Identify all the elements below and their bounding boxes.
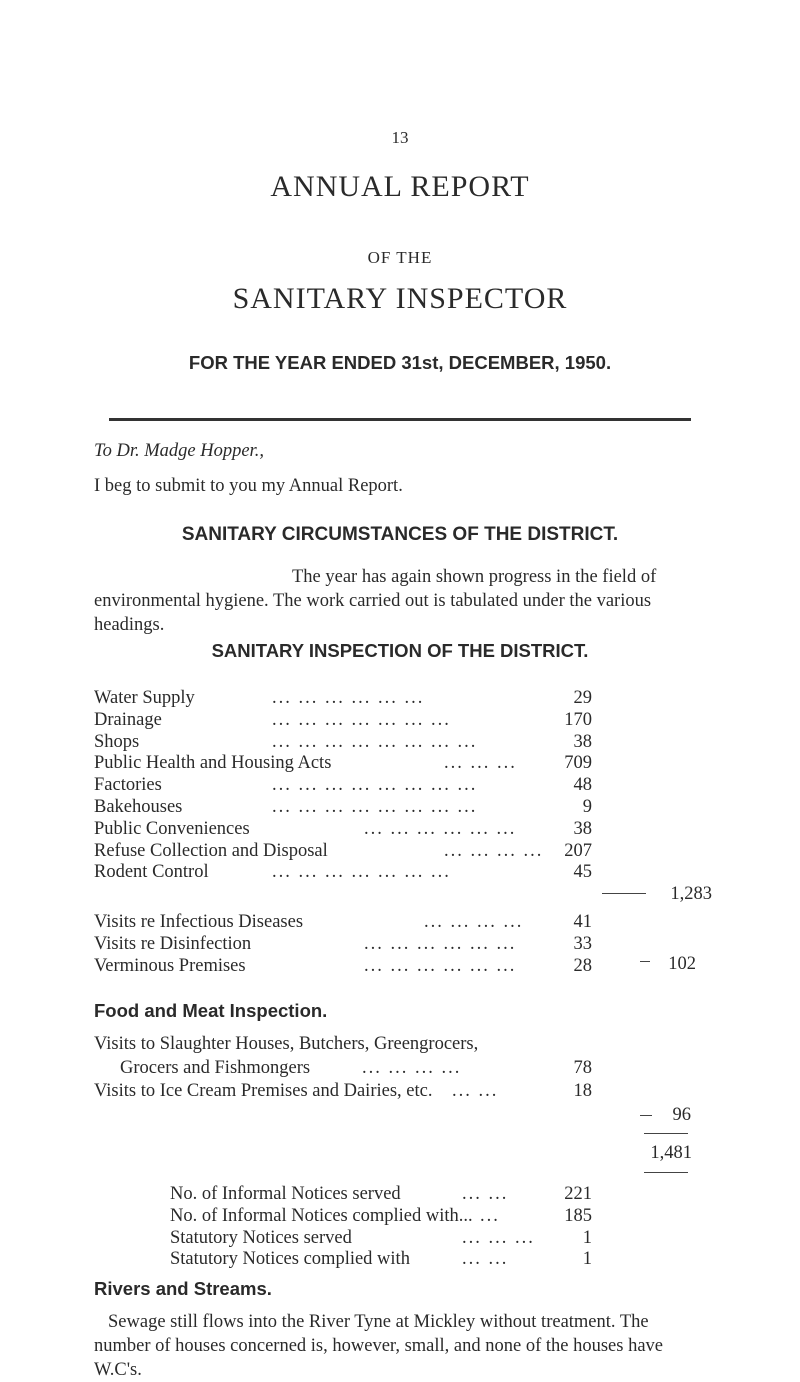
food-item-1-label: Visits to Slaughter Houses, Butchers, Greengrocers, [94, 1034, 479, 1054]
inspection-item-row [94, 710, 654, 732]
inspection-item-label: Factories [94, 775, 162, 796]
visit-item-label: Visits re Disinfection [94, 933, 252, 954]
notice-item-dots: ... ... ... [462, 1227, 535, 1248]
inspection-item-label: Shops [94, 731, 140, 752]
inspection-item-dots: ... ... ... ... ... ... [272, 688, 425, 708]
inspection-item-label: Rodent Control [94, 862, 209, 883]
notice-item-row [170, 1184, 730, 1206]
notice-item-label: Statutory Notices complied with [170, 1249, 410, 1270]
inspection-item-dots: ... ... ... ... ... ... ... [272, 709, 451, 730]
inspection-item-value: 29 [573, 688, 592, 708]
section-heading: SANITARY CIRCUMSTANCES OF THE DISTRICT. [181, 524, 619, 545]
inspection-subtotal: 1,283 [670, 884, 712, 904]
page-number: 13 [391, 128, 409, 147]
notice-item-dots: ... ... [462, 1249, 509, 1270]
notice-item-value: 221 [564, 1184, 592, 1204]
food-subtotal: 96 [672, 1105, 691, 1125]
notice-item-row [170, 1228, 730, 1250]
report-title-of-the: OF THE [367, 248, 433, 267]
visit-item-value: 33 [573, 933, 592, 954]
food-item-1-cont [94, 1058, 714, 1080]
intro-text: I beg to submit to you my Annual Report. [94, 476, 403, 496]
visit-item-value: 41 [573, 912, 592, 932]
grand-total: 1,481 [650, 1143, 692, 1163]
notice-item-dots: ... [480, 1205, 500, 1226]
report-title-inspector: SANITARY INSPECTOR [232, 282, 568, 315]
notice-item-label: Statutory Notices served [170, 1227, 352, 1248]
inspection-item-value: 45 [573, 862, 592, 883]
inspection-item-dots: ... ... ... ... ... ... ... ... [272, 731, 478, 752]
visit-item-row [94, 934, 654, 956]
inspection-item-row [94, 862, 654, 884]
food-item-1 [94, 1034, 714, 1056]
inspection-item-value: 9 [582, 797, 592, 817]
visits-subtotal: 102 [668, 954, 696, 974]
inspection-item-label: Water Supply [94, 688, 195, 708]
inspection-item-dots: ... ... ... ... [444, 840, 544, 861]
notice-item-row [170, 1206, 730, 1228]
inspection-item-dots: ... ... ... ... ... ... ... ... [272, 797, 478, 817]
food-item-2-label: Visits to Ice Cream Premises and Dairies, etc. [94, 1081, 433, 1101]
rivers-paragraph: Sewage still flows into the River Tyne at Mickley without treatment. The number of houses concerned is, however, small, and none of the houses have W.C's. [94, 1312, 664, 1380]
notice-item-value: 1 [582, 1227, 592, 1248]
inspection-item-row [94, 797, 654, 819]
food-item-2-dots: ... ... [452, 1081, 499, 1101]
visit-item-row [94, 912, 654, 934]
inspection-item-label: Drainage [94, 709, 162, 730]
inspection-item-label: Public Health and Housing Acts [94, 753, 332, 774]
salutation: To Dr. Madge Hopper., [94, 441, 264, 461]
report-title: ANNUAL REPORT [270, 170, 530, 203]
inspection-item-row [94, 753, 654, 775]
notice-item-label: No. of Informal Notices served [170, 1184, 401, 1204]
food-heading: Food and Meat Inspection. [94, 1000, 328, 1021]
food-item-1-dots: ... ... ... ... [362, 1058, 462, 1078]
food-item-1-label-cont: Grocers and Fishmongers [120, 1058, 311, 1078]
inspection-item-label: Bakehouses [94, 797, 183, 817]
visit-item-dots: ... ... ... ... ... ... [364, 955, 517, 976]
inspection-item-label: Public Conveniences [94, 818, 250, 839]
inspection-item-row [94, 688, 654, 710]
grand-total-rule-bottom [644, 1172, 688, 1173]
visit-item-value: 28 [573, 955, 592, 976]
inspection-item-dots: ... ... ... ... ... ... ... [272, 862, 451, 883]
section-paragraph: The year has again shown progress in the field of environmental hygiene. The work carried out is tabulated under the various headings. [94, 567, 657, 635]
visit-item-row [94, 956, 654, 978]
notice-item-value: 185 [564, 1205, 592, 1226]
grand-total-rule-top [644, 1133, 688, 1134]
inspection-heading: SANITARY INSPECTION OF THE DISTRICT. [211, 640, 589, 661]
inspection-item-dots: ... ... ... ... ... ... [364, 818, 517, 839]
inspection-item-value: 207 [564, 840, 592, 861]
inspection-item-dots: ... ... ... [444, 753, 517, 774]
notice-item-row [170, 1249, 730, 1271]
inspection-item-value: 48 [573, 775, 592, 796]
inspection-item-value: 170 [564, 709, 592, 730]
notice-item-value: 1 [582, 1249, 592, 1270]
food-item-1-value: 78 [573, 1058, 592, 1078]
visit-item-dots: ... ... ... ... ... ... [364, 933, 517, 954]
notice-item-dots: ... ... [462, 1184, 509, 1204]
rivers-heading: Rivers and Streams. [94, 1278, 272, 1299]
inspection-item-row [94, 841, 654, 863]
visit-item-dots: ... ... ... ... [424, 912, 524, 932]
visit-item-label: Visits re Infectious Diseases [94, 912, 304, 932]
food-item-2-value: 18 [573, 1081, 592, 1101]
food-item-2 [94, 1081, 714, 1103]
inspection-item-dots: ... ... ... ... ... ... ... ... [272, 775, 478, 796]
inspection-item-label: Refuse Collection and Disposal [94, 840, 328, 861]
inspection-item-row [94, 819, 654, 841]
title-divider [109, 418, 691, 421]
inspection-item-row [94, 775, 654, 797]
inspection-item-row [94, 732, 654, 754]
inspection-item-value: 38 [573, 818, 592, 839]
inspection-item-value: 38 [573, 731, 592, 752]
report-period: FOR THE YEAR ENDED 31st, DECEMBER, 1950. [188, 352, 612, 373]
visit-item-label: Verminous Premises [94, 955, 246, 976]
notice-item-label: No. of Informal Notices complied with... [170, 1205, 473, 1226]
inspection-item-value: 709 [564, 753, 592, 774]
